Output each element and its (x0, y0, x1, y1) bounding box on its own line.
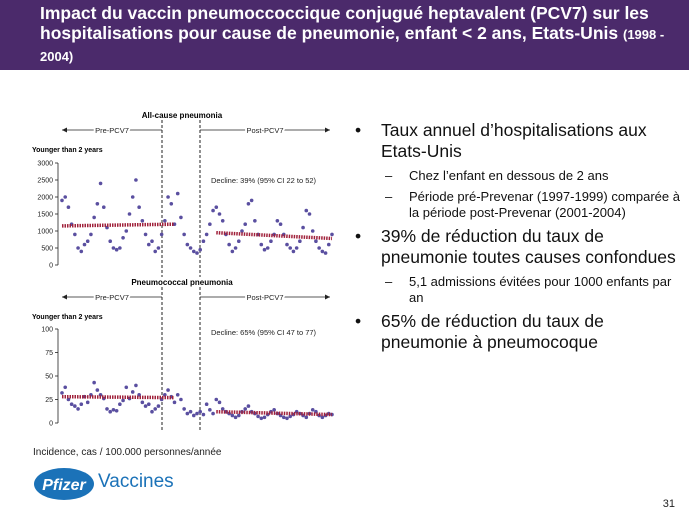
data-point (144, 233, 148, 237)
data-points (60, 381, 334, 420)
panel-title: All-cause pneumonia (141, 111, 223, 120)
data-point (211, 412, 215, 416)
data-point (176, 393, 180, 397)
data-point (282, 416, 286, 420)
pre-arrow-head (62, 295, 67, 300)
data-point (86, 239, 90, 243)
data-point (272, 408, 276, 412)
data-point (218, 212, 222, 216)
y-axis-label: Younger than 2 years (32, 147, 103, 154)
data-point (186, 412, 190, 416)
data-point (131, 390, 135, 394)
data-point (70, 402, 74, 406)
pre-period-label: Pre-PCV7 (95, 126, 129, 135)
data-point (157, 246, 161, 250)
y-tick-label: 0 (49, 420, 53, 428)
data-point (147, 402, 151, 406)
sub-bullet-item (355, 168, 680, 184)
data-point (243, 222, 247, 226)
data-point (118, 246, 122, 250)
data-point (108, 239, 112, 243)
all-cause-pneumonia-panel (32, 111, 334, 277)
data-point (147, 243, 151, 247)
data-point (198, 248, 202, 252)
data-point (108, 410, 112, 414)
data-point (173, 401, 177, 405)
data-point (131, 195, 135, 199)
data-point (214, 205, 218, 209)
data-point (208, 222, 212, 226)
data-point (321, 416, 325, 420)
dash-icon: – (385, 274, 393, 289)
data-point (179, 398, 183, 402)
sub-bullet-item (355, 274, 680, 306)
y-axis (41, 327, 58, 428)
data-point (105, 407, 109, 411)
data-point (324, 251, 328, 255)
y-tick-label: 50 (45, 373, 53, 381)
trend-lines (62, 224, 332, 238)
post-arrow-head (325, 295, 330, 300)
data-point (166, 195, 170, 199)
data-point (60, 391, 64, 395)
dash-icon: – (385, 189, 393, 204)
data-point (218, 401, 222, 405)
data-point (221, 219, 225, 223)
pre-trend-line (62, 397, 175, 398)
panel-title: Pneumococcal pneumonia (131, 278, 233, 287)
data-point (118, 402, 122, 406)
data-point (205, 233, 209, 237)
data-point (86, 401, 90, 405)
brand-name: Vaccines (98, 471, 174, 492)
bullet-dot-icon: • (355, 120, 362, 140)
data-point (157, 404, 161, 408)
bullet-text: Taux annuel d’hospitalisations aux Etats-Unis (381, 120, 647, 161)
data-point (285, 417, 289, 421)
data-point (308, 212, 312, 216)
data-point (192, 414, 196, 418)
data-point (243, 407, 247, 411)
data-point (304, 416, 308, 420)
data-point (144, 404, 148, 408)
data-point (250, 199, 254, 203)
decline-annotation: Decline: 39% (95% CI 22 to 52) (211, 176, 317, 185)
bullet-item (355, 120, 680, 162)
bullet-dot-icon: • (355, 311, 362, 331)
data-point (259, 243, 263, 247)
data-point (73, 404, 77, 408)
data-point (189, 410, 193, 414)
data-point (96, 202, 100, 206)
data-point (112, 408, 116, 412)
data-point (256, 415, 260, 419)
data-point (102, 205, 106, 209)
data-point (63, 195, 67, 199)
data-point (214, 398, 218, 402)
data-point (115, 248, 119, 252)
pre-arrow-head (62, 128, 67, 133)
data-point (153, 407, 157, 411)
data-point (202, 239, 206, 243)
data-point (150, 410, 154, 414)
data-point (92, 216, 96, 220)
pre-period-label: Pre-PCV7 (95, 293, 129, 302)
data-point (83, 243, 87, 247)
data-point (189, 246, 193, 250)
y-tick-label: 100 (41, 326, 53, 334)
bullet-list (355, 120, 680, 359)
data-point (121, 399, 125, 403)
data-point (301, 226, 305, 230)
data-point (321, 250, 325, 254)
data-point (128, 212, 132, 216)
data-point (89, 233, 93, 237)
y-axis-label: Younger than 2 years (32, 314, 103, 321)
y-tick-label: 2500 (37, 177, 53, 185)
data-point (163, 219, 167, 223)
data-point (263, 248, 267, 252)
data-point (205, 402, 209, 406)
data-point (211, 209, 215, 213)
y-tick-label: 3000 (37, 160, 53, 168)
bullet-text: 39% de réduction du taux de pneumonie toutes causes confondues (381, 226, 676, 267)
data-point (259, 417, 263, 421)
data-point (141, 219, 145, 223)
dash-icon: – (385, 168, 393, 183)
data-point (285, 243, 289, 247)
pfizer-logo-text: Pfizer (42, 477, 86, 494)
data-point (124, 385, 128, 389)
post-period-label: Post-PCV7 (246, 126, 284, 135)
data-point (253, 219, 257, 223)
sub-bullet-item (355, 189, 680, 221)
data-point (96, 388, 100, 392)
data-point (76, 246, 80, 250)
data-point (182, 407, 186, 411)
pfizer-logo (33, 467, 95, 501)
data-point (279, 222, 283, 226)
y-tick-label: 500 (41, 245, 53, 253)
data-point (150, 239, 154, 243)
data-point (186, 243, 190, 247)
data-point (269, 239, 273, 243)
bullet-item (355, 226, 680, 268)
data-point (76, 407, 80, 411)
data-point (79, 402, 83, 406)
data-point (179, 216, 183, 220)
sub-bullet-text: 5,1 admissions évitées pour 1000 enfants par an (409, 274, 672, 305)
data-point (141, 401, 145, 405)
data-point (247, 404, 251, 408)
data-point (231, 250, 235, 254)
data-point (115, 409, 119, 413)
post-arrow-head (325, 128, 330, 133)
data-point (237, 414, 241, 418)
data-point (231, 414, 235, 418)
data-point (202, 413, 206, 417)
bullet-text: 65% de réduction du taux de pneumonie à pneumocoque (381, 311, 604, 352)
slide-header (0, 0, 689, 70)
pre-trend-line (62, 224, 175, 226)
data-point (79, 250, 83, 254)
y-tick-label: 2000 (37, 194, 53, 202)
sub-bullet-text: Chez l’enfant en dessous de 2 ans (409, 168, 609, 183)
data-point (314, 239, 318, 243)
data-point (227, 243, 231, 247)
data-point (124, 229, 128, 233)
data-point (304, 209, 308, 213)
slide-subtitle: (1998 - 2004) (40, 27, 665, 64)
data-point (311, 408, 315, 412)
data-point (169, 202, 173, 206)
bullet-item (355, 311, 680, 353)
y-tick-label: 75 (45, 350, 53, 357)
data-point (92, 381, 96, 385)
data-point (330, 233, 334, 237)
data-point (234, 246, 238, 250)
data-point (166, 388, 170, 392)
data-point (182, 233, 186, 237)
decline-annotation: Decline: 65% (95% CI 47 to 77) (211, 328, 317, 337)
data-point (263, 416, 267, 420)
data-point (298, 239, 302, 243)
slide-title (40, 3, 680, 67)
data-point (295, 246, 299, 250)
y-tick-label: 0 (49, 262, 53, 270)
slide-title-text: Impact du vaccin pneumoccoccique conjugué heptavalent (PCV7) sur les hospitalisations pour cause de pneumonie, enfant < 2 ans, Etats-Unis (40, 3, 649, 43)
data-point (67, 205, 71, 209)
data-point (288, 246, 292, 250)
y-tick-label: 25 (45, 397, 53, 404)
data-point (160, 233, 164, 237)
data-point (60, 199, 64, 203)
data-point (208, 408, 212, 412)
data-point (247, 202, 251, 206)
data-point (195, 251, 199, 255)
data-point (137, 205, 141, 209)
data-point (63, 385, 67, 389)
y-tick-label: 1500 (37, 211, 53, 219)
data-point (327, 243, 331, 247)
data-points (60, 178, 334, 255)
data-point (99, 182, 103, 186)
data-point (153, 250, 157, 254)
data-point (195, 412, 199, 416)
data-point (112, 246, 116, 250)
data-point (266, 246, 270, 250)
footnote: Incidence, cas / 100.000 personnes/année (33, 447, 222, 458)
charts-figure (30, 105, 335, 440)
data-point (121, 236, 125, 240)
data-point (237, 239, 241, 243)
page-number: 31 (662, 498, 675, 510)
data-point (134, 384, 138, 388)
data-point (192, 250, 196, 254)
post-period-label: Post-PCV7 (246, 293, 284, 302)
data-point (276, 219, 280, 223)
pneumococcal-pneumonia-panel (32, 278, 334, 432)
data-point (176, 192, 180, 196)
data-point (198, 410, 202, 414)
data-point (311, 229, 315, 233)
bullet-dot-icon: • (355, 226, 362, 246)
data-point (292, 250, 296, 254)
y-axis (37, 161, 58, 270)
data-point (73, 233, 77, 237)
data-point (317, 246, 321, 250)
data-point (134, 178, 138, 182)
data-point (234, 416, 238, 420)
sub-bullet-text: Période pré-Prevenar (1997-1999) comparée à la période post-Prevenar (2001-2004) (409, 189, 680, 220)
y-tick-label: 1000 (37, 228, 53, 236)
